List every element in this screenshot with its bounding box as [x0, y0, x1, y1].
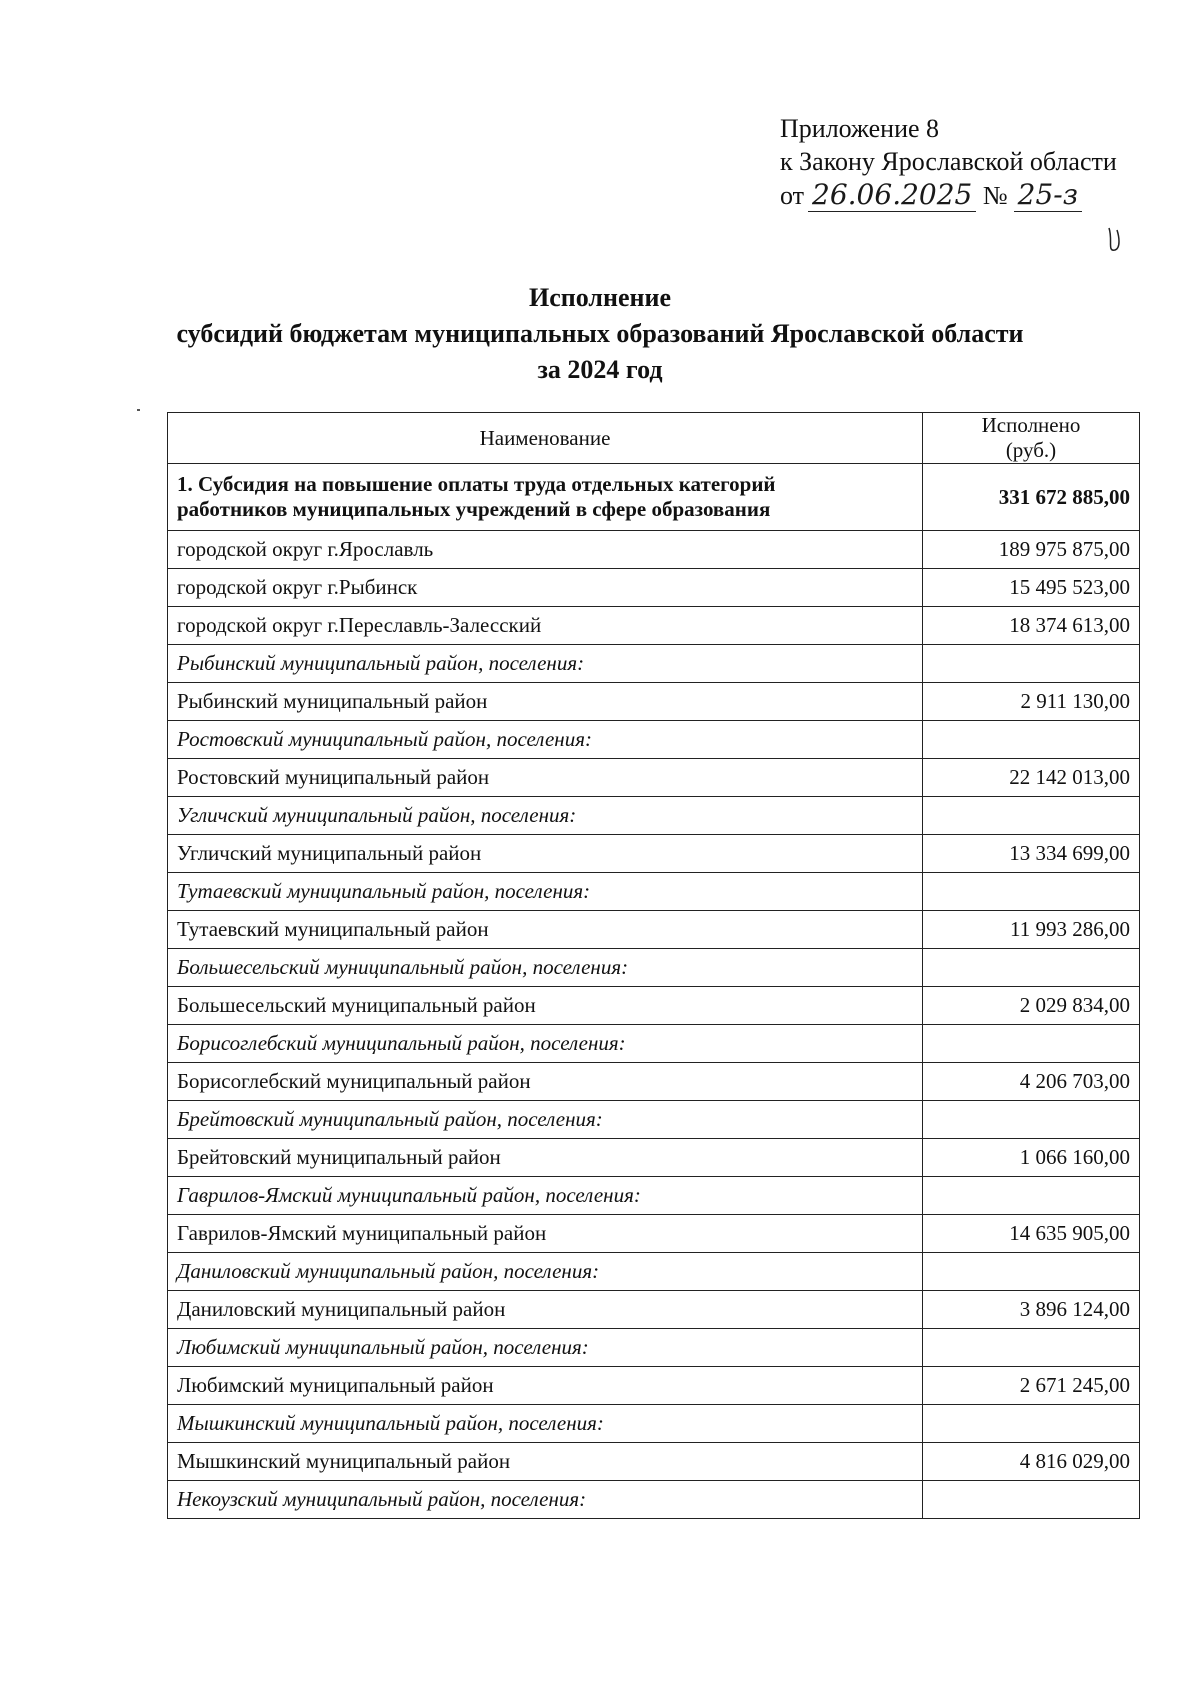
row-name: городской округ г.Переславль-Залесский — [168, 607, 923, 645]
row-value: 2 911 130,00 — [923, 683, 1140, 721]
total-name — [168, 464, 923, 531]
title-line-2: субсидий бюджетам муниципальных образований Ярославской области — [176, 319, 1024, 348]
total-name-line-2: работников муниципальных учреждений в сфере образования — [177, 497, 771, 521]
row-value: 189 975 875,00 — [923, 531, 1140, 569]
row-value — [923, 873, 1140, 911]
row-name: Даниловский муниципальный район, поселения: — [168, 1253, 923, 1291]
appendix-date-line — [780, 178, 1117, 212]
row-value — [923, 645, 1140, 683]
row-name: городской округ г.Рыбинск — [168, 569, 923, 607]
header-value — [923, 413, 1140, 464]
handwritten-date: 26.06.2025 — [808, 178, 976, 212]
row-name: Борисоглебский муниципальный район, поселения: — [168, 1025, 923, 1063]
row-value — [923, 1405, 1140, 1443]
row-name: Любимский муниципальный район, поселения: — [168, 1329, 923, 1367]
appendix-block — [780, 112, 1117, 212]
table-row-group-header — [168, 797, 1140, 835]
table-row-group-header — [168, 1025, 1140, 1063]
row-name: Ростовский муниципальный район — [168, 759, 923, 797]
subsidy-table — [167, 412, 1140, 1519]
handwritten-number: 25-з — [1014, 178, 1082, 212]
table-row — [168, 531, 1140, 569]
row-name: Рыбинский муниципальный район — [168, 683, 923, 721]
table-row-group-header — [168, 1177, 1140, 1215]
table-row — [168, 1215, 1140, 1253]
table-row-group-header — [168, 1481, 1140, 1519]
row-name: Тутаевский муниципальный район, поселения: — [168, 873, 923, 911]
row-name: Брейтовский муниципальный район — [168, 1139, 923, 1177]
header-value-line-1: Исполнено — [981, 413, 1081, 437]
row-value — [923, 1481, 1140, 1519]
row-value: 2 029 834,00 — [923, 987, 1140, 1025]
scan-speck — [137, 409, 140, 411]
table-row-group-header — [168, 1101, 1140, 1139]
row-name: Мышкинский муниципальный район — [168, 1443, 923, 1481]
table-row — [168, 1367, 1140, 1405]
table-row — [168, 835, 1140, 873]
table-row — [168, 607, 1140, 645]
row-value — [923, 1101, 1140, 1139]
table-row-group-header — [168, 949, 1140, 987]
row-name: Большесельский муниципальный район, поселения: — [168, 949, 923, 987]
total-row — [168, 464, 1140, 531]
row-value — [923, 797, 1140, 835]
row-value — [923, 721, 1140, 759]
document-title — [0, 280, 1200, 388]
row-name: городской округ г.Ярославль — [168, 531, 923, 569]
total-name-line-1: 1. Субсидия на повышение оплаты труда отдельных категорий — [177, 472, 776, 496]
row-value: 3 896 124,00 — [923, 1291, 1140, 1329]
total-value: 331 672 885,00 — [923, 464, 1140, 531]
from-prefix: от — [780, 181, 805, 210]
row-value: 4 206 703,00 — [923, 1063, 1140, 1101]
table-row — [168, 569, 1140, 607]
table-row — [168, 759, 1140, 797]
row-value: 11 993 286,00 — [923, 911, 1140, 949]
handwriting-flourish — [1107, 226, 1147, 256]
row-name: Даниловский муниципальный район — [168, 1291, 923, 1329]
row-value: 14 635 905,00 — [923, 1215, 1140, 1253]
table-row — [168, 987, 1140, 1025]
row-name: Ростовский муниципальный район, поселения: — [168, 721, 923, 759]
row-name: Любимский муниципальный район — [168, 1367, 923, 1405]
row-name: Брейтовский муниципальный район, поселения: — [168, 1101, 923, 1139]
table-row-group-header — [168, 721, 1140, 759]
table-row — [168, 1139, 1140, 1177]
row-value — [923, 1253, 1140, 1291]
row-value: 1 066 160,00 — [923, 1139, 1140, 1177]
row-name: Некоузский муниципальный район, поселения: — [168, 1481, 923, 1519]
row-value: 2 671 245,00 — [923, 1367, 1140, 1405]
table-row-group-header — [168, 1329, 1140, 1367]
row-value: 15 495 523,00 — [923, 569, 1140, 607]
appendix-title: Приложение 8 — [780, 114, 940, 143]
row-name: Угличский муниципальный район, поселения: — [168, 797, 923, 835]
row-value: 22 142 013,00 — [923, 759, 1140, 797]
header-value-line-2: (руб.) — [1005, 438, 1057, 462]
row-value — [923, 949, 1140, 987]
table-row — [168, 683, 1140, 721]
table-row-group-header — [168, 873, 1140, 911]
row-value: 13 334 699,00 — [923, 835, 1140, 873]
table-row — [168, 1063, 1140, 1101]
table-row — [168, 1291, 1140, 1329]
row-value — [923, 1025, 1140, 1063]
row-value — [923, 1329, 1140, 1367]
row-name: Гаврилов-Ямский муниципальный район — [168, 1215, 923, 1253]
row-name: Большесельский муниципальный район — [168, 987, 923, 1025]
table-row — [168, 1443, 1140, 1481]
table-row-group-header — [168, 645, 1140, 683]
row-name: Мышкинский муниципальный район, поселения: — [168, 1405, 923, 1443]
number-prefix: № — [982, 181, 1008, 210]
row-name: Борисоглебский муниципальный район — [168, 1063, 923, 1101]
row-name: Угличский муниципальный район — [168, 835, 923, 873]
title-line-3: за 2024 год — [537, 355, 663, 384]
table-row-group-header — [168, 1253, 1140, 1291]
row-name: Тутаевский муниципальный район — [168, 911, 923, 949]
table-row — [168, 911, 1140, 949]
row-value: 4 816 029,00 — [923, 1443, 1140, 1481]
row-name: Рыбинский муниципальный район, поселения: — [168, 645, 923, 683]
header-name: Наименование — [168, 413, 923, 464]
table-row-group-header — [168, 1405, 1140, 1443]
row-name: Гаврилов-Ямский муниципальный район, поселения: — [168, 1177, 923, 1215]
row-value: 18 374 613,00 — [923, 607, 1140, 645]
table-header-row — [168, 413, 1140, 464]
appendix-law: к Закону Ярославской области — [780, 147, 1117, 176]
row-value — [923, 1177, 1140, 1215]
title-line-1: Исполнение — [528, 283, 671, 312]
